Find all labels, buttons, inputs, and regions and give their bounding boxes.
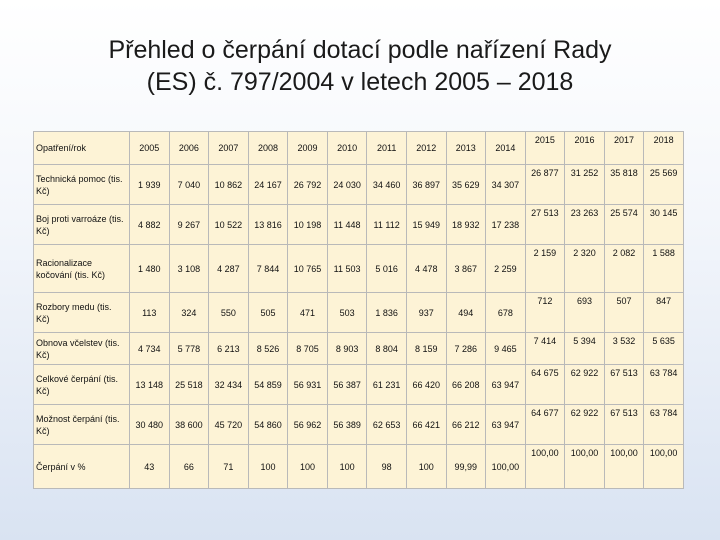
table-header-row (34, 132, 684, 165)
year-header-cell: 2016 (565, 132, 605, 165)
value-cell: 5 778 (169, 333, 209, 365)
value-cell: 30 145 (644, 205, 684, 245)
value-cell: 66 421 (406, 405, 446, 445)
value-cell: 678 (486, 293, 526, 333)
value-cell: 471 (288, 293, 328, 333)
value-cell: 66 208 (446, 365, 486, 405)
value-cell: 5 016 (367, 245, 407, 293)
year-header-cell: 2008 (248, 132, 288, 165)
value-cell: 8 804 (367, 333, 407, 365)
value-cell: 4 734 (130, 333, 170, 365)
value-cell: 63 947 (486, 365, 526, 405)
value-cell: 4 287 (209, 245, 249, 293)
value-cell: 550 (209, 293, 249, 333)
row-label-cell: Celkové čerpání (tis. Kč) (34, 365, 130, 405)
value-cell: 63 784 (644, 365, 684, 405)
value-cell: 10 765 (288, 245, 328, 293)
value-cell: 7 286 (446, 333, 486, 365)
row-label-cell: Technická pomoc (tis. Kč) (34, 165, 130, 205)
value-cell: 26 792 (288, 165, 328, 205)
value-cell: 23 263 (565, 205, 605, 245)
value-cell: 13 148 (130, 365, 170, 405)
table-row (34, 205, 684, 245)
value-cell: 26 877 (525, 165, 565, 205)
value-cell: 505 (248, 293, 288, 333)
value-cell: 324 (169, 293, 209, 333)
value-cell: 494 (446, 293, 486, 333)
value-cell: 54 860 (248, 405, 288, 445)
value-cell: 712 (525, 293, 565, 333)
year-header-cell: 2012 (406, 132, 446, 165)
table-row (34, 165, 684, 205)
value-cell: 3 867 (446, 245, 486, 293)
year-header-cell: 2013 (446, 132, 486, 165)
value-cell: 3 532 (604, 333, 644, 365)
table-row (34, 293, 684, 333)
value-cell: 62 653 (367, 405, 407, 445)
value-cell: 45 720 (209, 405, 249, 445)
value-cell: 693 (565, 293, 605, 333)
value-cell: 56 387 (327, 365, 367, 405)
value-cell: 1 480 (130, 245, 170, 293)
value-cell: 99,99 (446, 445, 486, 489)
value-cell: 17 238 (486, 205, 526, 245)
value-cell: 100,00 (486, 445, 526, 489)
table-row (34, 405, 684, 445)
value-cell: 56 389 (327, 405, 367, 445)
value-cell: 100 (288, 445, 328, 489)
slide-title-line-1: Přehled o čerpání dotací podle nařízení Rady (108, 36, 612, 64)
table-row (34, 333, 684, 365)
value-cell: 67 513 (604, 365, 644, 405)
year-header-cell: 2011 (367, 132, 407, 165)
value-cell: 25 574 (604, 205, 644, 245)
value-cell: 113 (130, 293, 170, 333)
value-cell: 11 112 (367, 205, 407, 245)
value-cell: 43 (130, 445, 170, 489)
value-cell: 66 (169, 445, 209, 489)
value-cell: 62 922 (565, 365, 605, 405)
table-row (34, 445, 684, 489)
value-cell: 7 040 (169, 165, 209, 205)
value-cell: 100,00 (565, 445, 605, 489)
value-cell: 7 414 (525, 333, 565, 365)
value-cell: 98 (367, 445, 407, 489)
value-cell: 54 859 (248, 365, 288, 405)
value-cell: 2 259 (486, 245, 526, 293)
value-cell: 6 213 (209, 333, 249, 365)
year-header-cell: 2017 (604, 132, 644, 165)
subsidy-table-body (34, 132, 684, 489)
value-cell: 24 030 (327, 165, 367, 205)
row-label-cell: Racionalizace kočování (tis. Kč) (34, 245, 130, 293)
value-cell: 71 (209, 445, 249, 489)
value-cell: 2 082 (604, 245, 644, 293)
value-cell: 31 252 (565, 165, 605, 205)
value-cell: 56 962 (288, 405, 328, 445)
value-cell: 937 (406, 293, 446, 333)
slide-title-line-2: (ES) č. 797/2004 v letech 2005 – 2018 (146, 68, 574, 96)
value-cell: 35 818 (604, 165, 644, 205)
value-cell: 36 897 (406, 165, 446, 205)
value-cell: 66 212 (446, 405, 486, 445)
value-cell: 9 465 (486, 333, 526, 365)
value-cell: 34 307 (486, 165, 526, 205)
value-cell: 8 903 (327, 333, 367, 365)
value-cell: 2 320 (565, 245, 605, 293)
value-cell: 1 588 (644, 245, 684, 293)
value-cell: 30 480 (130, 405, 170, 445)
value-cell: 8 705 (288, 333, 328, 365)
year-header-cell: 2014 (486, 132, 526, 165)
value-cell: 63 784 (644, 405, 684, 445)
value-cell: 8 526 (248, 333, 288, 365)
value-cell: 63 947 (486, 405, 526, 445)
value-cell: 64 675 (525, 365, 565, 405)
value-cell: 3 108 (169, 245, 209, 293)
value-cell: 66 420 (406, 365, 446, 405)
value-cell: 18 932 (446, 205, 486, 245)
value-cell: 1 836 (367, 293, 407, 333)
value-cell: 27 513 (525, 205, 565, 245)
value-cell: 100 (406, 445, 446, 489)
year-header-cell: 2010 (327, 132, 367, 165)
value-cell: 100,00 (604, 445, 644, 489)
year-header-cell: 2015 (525, 132, 565, 165)
value-cell: 507 (604, 293, 644, 333)
value-cell: 13 816 (248, 205, 288, 245)
value-cell: 62 922 (565, 405, 605, 445)
slide-title (0, 34, 720, 98)
value-cell: 100 (248, 445, 288, 489)
row-label-cell: Obnova včelstev (tis. Kč) (34, 333, 130, 365)
value-cell: 35 629 (446, 165, 486, 205)
value-cell: 32 434 (209, 365, 249, 405)
value-cell: 503 (327, 293, 367, 333)
row-label-cell: Čerpání v % (34, 445, 130, 489)
value-cell: 67 513 (604, 405, 644, 445)
value-cell: 25 518 (169, 365, 209, 405)
row-label-cell: Možnost čerpání (tis. Kč) (34, 405, 130, 445)
value-cell: 11 503 (327, 245, 367, 293)
year-header-cell: 2009 (288, 132, 328, 165)
value-cell: 9 267 (169, 205, 209, 245)
value-cell: 24 167 (248, 165, 288, 205)
value-cell: 7 844 (248, 245, 288, 293)
value-cell: 15 949 (406, 205, 446, 245)
year-header-cell: 2007 (209, 132, 249, 165)
value-cell: 56 931 (288, 365, 328, 405)
value-cell: 38 600 (169, 405, 209, 445)
value-cell: 25 569 (644, 165, 684, 205)
value-cell: 10 522 (209, 205, 249, 245)
value-cell: 11 448 (327, 205, 367, 245)
value-cell: 847 (644, 293, 684, 333)
value-cell: 100 (327, 445, 367, 489)
subsidy-table (33, 131, 684, 489)
value-cell: 4 882 (130, 205, 170, 245)
value-cell: 61 231 (367, 365, 407, 405)
value-cell: 2 159 (525, 245, 565, 293)
value-cell: 8 159 (406, 333, 446, 365)
value-cell: 34 460 (367, 165, 407, 205)
row-label-cell: Boj proti varroáze (tis. Kč) (34, 205, 130, 245)
value-cell: 10 198 (288, 205, 328, 245)
row-label-cell: Rozbory medu (tis. Kč) (34, 293, 130, 333)
year-header-cell: 2006 (169, 132, 209, 165)
value-cell: 1 939 (130, 165, 170, 205)
table-row (34, 245, 684, 293)
value-cell: 100,00 (644, 445, 684, 489)
value-cell: 5 394 (565, 333, 605, 365)
header-label-cell: Opatření/rok (34, 132, 130, 165)
value-cell: 100,00 (525, 445, 565, 489)
value-cell: 10 862 (209, 165, 249, 205)
value-cell: 64 677 (525, 405, 565, 445)
year-header-cell: 2018 (644, 132, 684, 165)
value-cell: 4 478 (406, 245, 446, 293)
value-cell: 5 635 (644, 333, 684, 365)
year-header-cell: 2005 (130, 132, 170, 165)
table-row (34, 365, 684, 405)
